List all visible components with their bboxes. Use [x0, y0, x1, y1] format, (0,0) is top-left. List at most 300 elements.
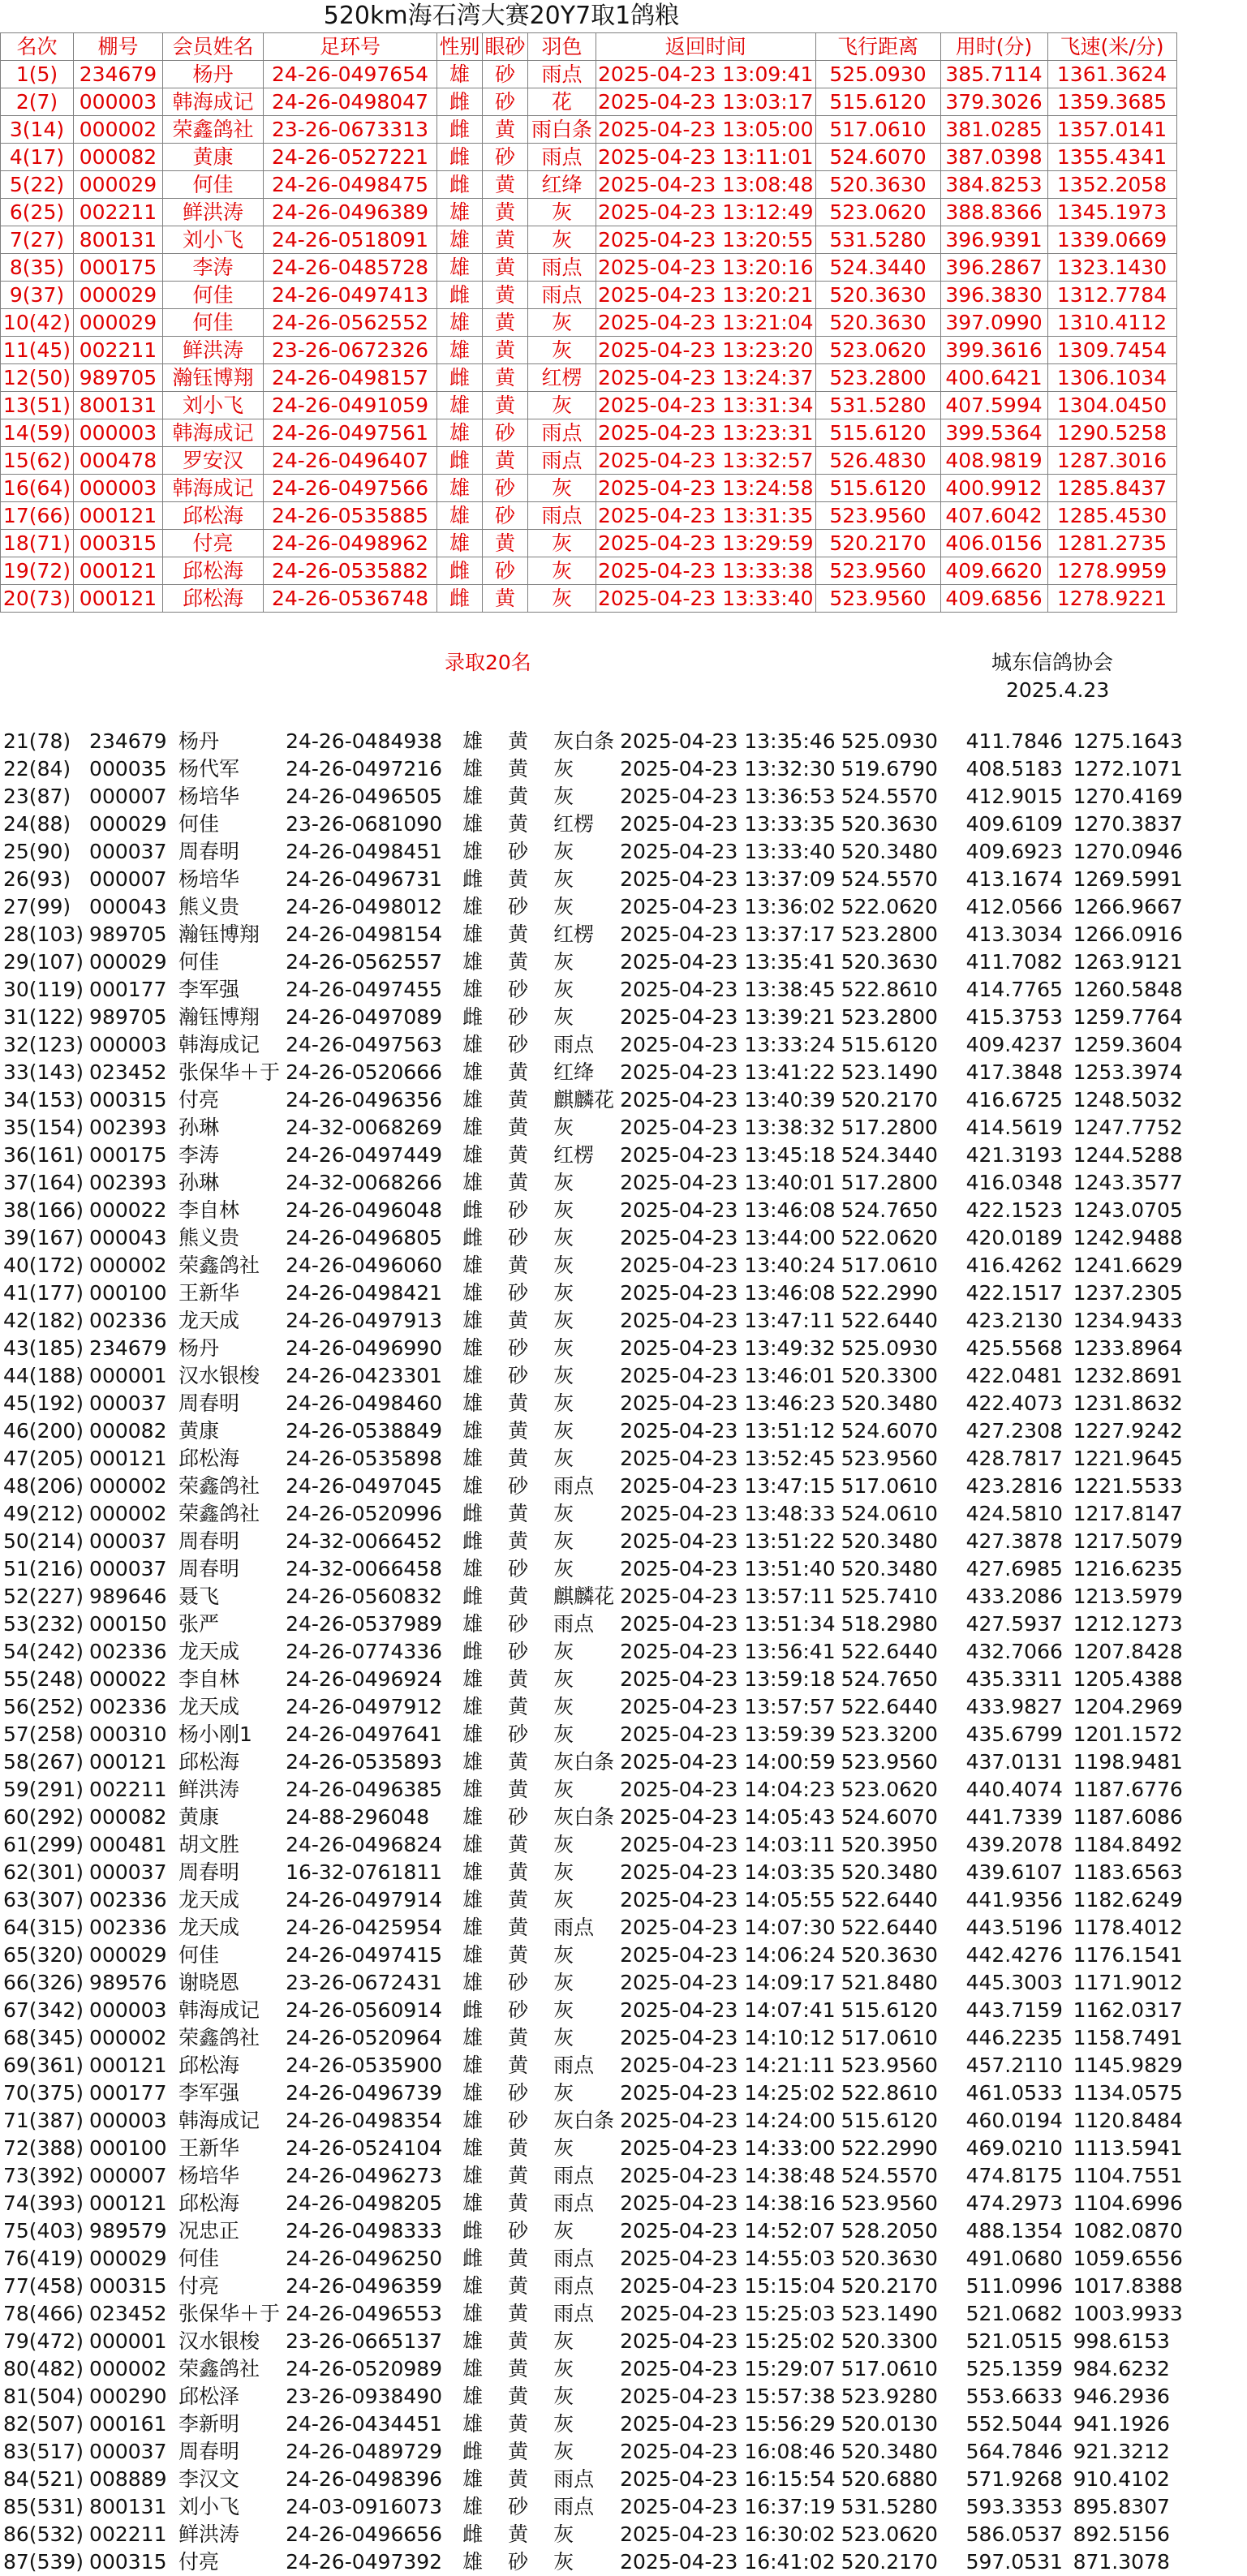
cell-eye: 黄	[483, 392, 528, 419]
cell-distance: 523.9560	[815, 502, 940, 530]
cell-time-used: 409.6109	[962, 811, 1069, 838]
cell-eye: 砂	[501, 2493, 547, 2521]
cell-rank: 67(342)	[3, 1998, 84, 2022]
cell-loft-number: 000037	[86, 1859, 175, 1886]
cell-rank: 79(472)	[3, 2329, 84, 2353]
cell-feather: 灰	[547, 948, 617, 976]
cell-ring-number: 24-26-0498012	[282, 893, 456, 921]
cell-ring-number: 24-03-0916073	[282, 2493, 456, 2521]
cell-return-time: 2025-04-23 13:20:21	[596, 282, 816, 309]
cell-return-time: 2025-04-23 13:35:41	[617, 948, 838, 976]
cell-loft-number: 000029	[86, 811, 175, 838]
cell-speed: 1272.1071	[1069, 755, 1198, 783]
cell-return-time: 2025-04-23 13:33:24	[617, 1031, 838, 1059]
cell-speed: 1242.9488	[1069, 1224, 1198, 1252]
cell-eye: 黄	[501, 2190, 547, 2217]
cell-time-used: 571.9268	[962, 2466, 1069, 2493]
cell-rank: 1(5)	[1, 61, 74, 88]
cell-eye: 黄	[501, 1748, 547, 1776]
cell-return-time: 2025-04-23 13:47:15	[617, 1473, 838, 1500]
cell-loft-number: 000082	[86, 1417, 175, 1445]
cell-distance: 523.0620	[815, 199, 940, 226]
cell-feather: 灰	[547, 866, 617, 893]
cell-feather: 雨点	[528, 61, 596, 88]
cell-member-name: 李新明	[175, 2410, 282, 2438]
table-row	[0, 1969, 1198, 1997]
cell-ring-number: 24-26-0496359	[282, 2273, 456, 2300]
cell-distance: 523.2800	[837, 1004, 962, 1031]
top-results-table	[0, 32, 1177, 613]
cell-member-name: 熊义贵	[175, 893, 282, 921]
cell-return-time: 2025-04-23 13:33:40	[617, 838, 838, 866]
cell-eye: 黄	[501, 1528, 547, 1555]
cell-rank: 16(64)	[1, 475, 74, 502]
cell-distance: 525.0930	[837, 1335, 962, 1362]
cell-loft-number: 000175	[86, 1142, 175, 1169]
cell-distance: 522.6440	[837, 1693, 962, 1721]
cell-feather: 红楞	[528, 364, 596, 392]
cell-eye: 黄	[501, 921, 547, 948]
cell-rank: 23(87)	[3, 785, 71, 808]
cell-rank: 53(232)	[3, 1612, 84, 1636]
cell-distance: 526.4830	[815, 447, 940, 475]
cell-member-name: 李自林	[175, 1197, 282, 1224]
cell-return-time: 2025-04-23 13:52:45	[617, 1445, 838, 1473]
cell-return-time: 2025-04-23 13:05:00	[596, 116, 816, 144]
cell-rank: 38(166)	[3, 1198, 84, 1222]
cell-rank: 86(532)	[3, 2522, 84, 2546]
cell-time-used: 399.3616	[940, 337, 1047, 364]
cell-loft-number: 000481	[86, 1831, 175, 1859]
cell-speed: 1178.4012	[1069, 1914, 1198, 1942]
cell-time-used: 396.3830	[940, 282, 1047, 309]
cell-member-name: 韩海成记	[175, 2107, 282, 2135]
cell-distance: 522.6440	[837, 1914, 962, 1942]
cell-return-time: 2025-04-23 13:23:31	[596, 419, 816, 447]
cell-loft-number: 000177	[86, 976, 175, 1004]
cell-time-used: 443.7159	[962, 1997, 1069, 2024]
cell-distance: 523.9560	[837, 1445, 962, 1473]
cell-loft-number: 000007	[86, 783, 175, 811]
cell-time-used: 422.0481	[962, 1362, 1069, 1390]
cell-distance: 520.3480	[837, 1528, 962, 1555]
cell-time-used: 437.0131	[962, 1748, 1069, 1776]
cell-rank: 37(164)	[3, 1171, 84, 1194]
cell-distance: 524.6070	[837, 1804, 962, 1831]
cell-member-name: 黄康	[163, 144, 264, 171]
cell-loft-number: 000029	[86, 2245, 175, 2273]
cell-speed: 1176.1541	[1069, 1942, 1198, 1969]
cell-feather: 雨点	[547, 2273, 617, 2300]
cell-return-time: 2025-04-23 13:41:22	[617, 1059, 838, 1086]
cell-eye: 黄	[501, 2024, 547, 2052]
cell-sex: 雄	[456, 1086, 501, 1114]
cell-ring-number: 24-26-0423301	[282, 1362, 456, 1390]
cell-eye: 黄	[501, 866, 547, 893]
cell-return-time: 2025-04-23 13:36:53	[617, 783, 838, 811]
cell-return-time: 2025-04-23 13:23:20	[596, 337, 816, 364]
cell-member-name: 荣鑫鸽社	[163, 116, 264, 144]
cell-feather: 灰	[547, 1886, 617, 1914]
cell-loft-number: 002336	[86, 1638, 175, 1666]
cell-ring-number: 24-26-0562552	[264, 309, 437, 337]
cell-sex: 雄	[456, 2300, 501, 2328]
cell-time-used: 399.5364	[940, 419, 1047, 447]
cell-speed: 1306.1034	[1047, 364, 1176, 392]
cell-loft-number: 000003	[86, 1997, 175, 2024]
cell-member-name: 杨丹	[175, 728, 282, 755]
cell-ring-number: 24-26-0496389	[264, 199, 437, 226]
cell-loft-number: 000161	[86, 2410, 175, 2438]
cell-rank: 49(212)	[3, 1502, 84, 1525]
cell-distance: 517.0610	[815, 116, 940, 144]
cell-return-time: 2025-04-23 15:29:07	[617, 2355, 838, 2383]
cell-rank: 85(531)	[3, 2495, 84, 2518]
cell-feather: 灰	[547, 1500, 617, 1528]
cell-time-used: 396.2867	[940, 254, 1047, 282]
cell-rank: 62(301)	[3, 1860, 84, 1884]
cell-loft-number: 989646	[86, 1583, 175, 1611]
cell-rank: 44(188)	[3, 1364, 84, 1387]
cell-sex: 雄	[456, 1776, 501, 1804]
cell-feather: 灰	[528, 392, 596, 419]
cell-distance: 515.6120	[837, 1031, 962, 1059]
cell-rank: 84(521)	[3, 2467, 84, 2491]
table-row	[0, 1390, 1198, 1417]
cell-eye: 黄	[501, 811, 547, 838]
cell-time-used: 439.2078	[962, 1831, 1069, 1859]
header-loft-number: 棚号	[74, 33, 163, 61]
cell-time-used: 564.7846	[962, 2438, 1069, 2466]
cell-feather: 灰	[547, 2521, 617, 2548]
cell-feather: 灰	[547, 1417, 617, 1445]
cell-eye: 黄	[501, 1390, 547, 1417]
cell-return-time: 2025-04-23 15:57:38	[617, 2383, 838, 2410]
cell-return-time: 2025-04-23 13:24:58	[596, 475, 816, 502]
cell-rank: 45(192)	[3, 1391, 84, 1415]
cell-return-time: 2025-04-23 13:12:49	[596, 199, 816, 226]
cell-eye: 砂	[501, 2217, 547, 2245]
cell-distance: 520.3630	[837, 811, 962, 838]
cell-ring-number: 24-26-0520989	[282, 2355, 456, 2383]
cell-return-time: 2025-04-23 13:57:11	[617, 1583, 838, 1611]
cell-speed: 1207.8428	[1069, 1638, 1198, 1666]
table-row	[0, 2521, 1198, 2548]
cell-eye: 砂	[501, 1997, 547, 2024]
cell-speed: 998.6153	[1069, 2328, 1198, 2355]
header-speed: 飞速(米/分)	[1047, 33, 1176, 61]
cell-ring-number: 24-26-0496824	[282, 1831, 456, 1859]
cell-ring-number: 24-26-0496060	[282, 1252, 456, 1279]
cell-speed: 1244.5288	[1069, 1142, 1198, 1169]
cell-feather: 灰	[547, 2024, 617, 2052]
cell-return-time: 2025-04-23 14:33:00	[617, 2135, 838, 2162]
cell-speed: 1233.8964	[1069, 1335, 1198, 1362]
cell-distance: 523.3200	[837, 1721, 962, 1748]
cell-speed: 1278.9959	[1047, 557, 1176, 585]
cell-time-used: 417.3848	[962, 1059, 1069, 1086]
cell-distance: 523.9560	[815, 557, 940, 585]
cell-distance: 522.6440	[837, 1638, 962, 1666]
cell-ring-number: 16-32-0761811	[282, 1859, 456, 1886]
cell-speed: 1253.3974	[1069, 1059, 1198, 1086]
cell-member-name: 龙天成	[175, 1914, 282, 1942]
table-row	[1, 199, 1177, 226]
cell-ring-number: 24-26-0425954	[282, 1914, 456, 1942]
cell-member-name: 刘小飞	[163, 226, 264, 254]
cell-return-time: 2025-04-23 13:48:33	[617, 1500, 838, 1528]
cell-rank: 40(172)	[3, 1254, 84, 1277]
cell-time-used: 425.5568	[962, 1335, 1069, 1362]
cell-return-time: 2025-04-23 13:46:08	[617, 1279, 838, 1307]
cell-speed: 1198.9481	[1069, 1748, 1198, 1776]
cell-feather: 灰	[547, 2438, 617, 2466]
cell-feather: 灰白条	[547, 1804, 617, 1831]
cell-loft-number: 800131	[74, 226, 163, 254]
cell-time-used: 441.9356	[962, 1886, 1069, 1914]
cell-speed: 1260.5848	[1069, 976, 1198, 1004]
table-row	[0, 1914, 1198, 1942]
cell-sex: 雄	[456, 1279, 501, 1307]
cell-loft-number: 000037	[86, 1555, 175, 1583]
cell-speed: 1275.1643	[1069, 728, 1198, 755]
cell-rank: 19(72)	[1, 557, 74, 585]
cell-ring-number: 24-26-0498047	[264, 88, 437, 116]
cell-ring-number: 24-26-0498205	[282, 2190, 456, 2217]
cell-sex: 雄	[456, 1721, 501, 1748]
cell-rank: 68(345)	[3, 2026, 84, 2049]
cell-speed: 1323.1430	[1047, 254, 1176, 282]
cell-member-name: 刘小飞	[163, 392, 264, 419]
cell-feather: 红绛	[528, 171, 596, 199]
cell-eye: 砂	[501, 2548, 547, 2576]
table-row	[0, 866, 1198, 893]
cell-speed: 1120.8484	[1069, 2107, 1198, 2135]
table-row	[1, 337, 1177, 364]
cell-ring-number: 24-26-0497089	[282, 1004, 456, 1031]
cell-sex: 雄	[437, 502, 483, 530]
cell-sex: 雌	[437, 88, 483, 116]
cell-member-name: 龙天成	[175, 1638, 282, 1666]
cell-rank: 57(258)	[3, 1722, 84, 1746]
cell-feather: 灰	[528, 337, 596, 364]
cell-time-used: 416.0348	[962, 1169, 1069, 1197]
cell-speed: 1310.4112	[1047, 309, 1176, 337]
cell-eye: 砂	[501, 1197, 547, 1224]
association-name: 城东信鸽协会	[991, 651, 1114, 674]
cell-time-used: 381.0285	[940, 116, 1047, 144]
cell-rank: 39(167)	[3, 1226, 84, 1249]
cell-eye: 砂	[501, 1555, 547, 1583]
table-row	[0, 1417, 1198, 1445]
cell-speed: 1104.7551	[1069, 2162, 1198, 2190]
table-row	[1, 557, 1177, 585]
cell-distance: 531.5280	[815, 392, 940, 419]
cell-sex: 雌	[437, 282, 483, 309]
cell-speed: 1234.9433	[1069, 1307, 1198, 1335]
cell-rank: 33(143)	[3, 1060, 84, 1084]
cell-sex: 雄	[456, 1611, 501, 1638]
cell-ring-number: 24-32-0066458	[282, 1555, 456, 1583]
cell-distance: 522.6440	[837, 1886, 962, 1914]
cell-ring-number: 24-26-0520666	[282, 1059, 456, 1086]
table-row	[1, 419, 1177, 447]
cell-distance: 524.5570	[837, 866, 962, 893]
cell-loft-number: 000007	[86, 866, 175, 893]
cell-rank: 35(154)	[3, 1116, 84, 1139]
cell-distance: 517.0610	[837, 2024, 962, 2052]
cell-feather: 雨点	[528, 254, 596, 282]
cell-return-time: 2025-04-23 13:46:01	[617, 1362, 838, 1390]
cell-return-time: 2025-04-23 13:38:45	[617, 976, 838, 1004]
cell-ring-number: 24-26-0497216	[282, 755, 456, 783]
cell-time-used: 416.6725	[962, 1086, 1069, 1114]
cell-distance: 517.0610	[837, 2355, 962, 2383]
cell-time-used: 407.6042	[940, 502, 1047, 530]
cell-eye: 黄	[483, 282, 528, 309]
report-date: 2025.4.23	[1006, 678, 1110, 702]
cell-return-time: 2025-04-23 15:25:02	[617, 2328, 838, 2355]
cell-rank: 24(88)	[3, 812, 71, 836]
table-row	[0, 2355, 1198, 2383]
cell-feather: 灰	[528, 199, 596, 226]
cell-time-used: 400.6421	[940, 364, 1047, 392]
cell-return-time: 2025-04-23 13:31:35	[596, 502, 816, 530]
cell-speed: 1182.6249	[1069, 1886, 1198, 1914]
cell-eye: 砂	[483, 144, 528, 171]
header-feather: 羽色	[528, 33, 596, 61]
cell-ring-number: 24-26-0484938	[282, 728, 456, 755]
cell-speed: 1113.5941	[1069, 2135, 1198, 2162]
cell-feather: 灰	[547, 2548, 617, 2576]
cell-rank: 80(482)	[3, 2357, 84, 2380]
cell-feather: 灰	[547, 1114, 617, 1142]
cell-sex: 雄	[456, 1555, 501, 1583]
cell-time-used: 474.2973	[962, 2190, 1069, 2217]
cell-speed: 1247.7752	[1069, 1114, 1198, 1142]
cell-sex: 雄	[437, 530, 483, 557]
cell-distance: 520.3630	[815, 282, 940, 309]
cell-member-name: 邱松海	[163, 585, 264, 613]
cell-speed: 1227.9242	[1069, 1417, 1198, 1445]
cell-speed: 1248.5032	[1069, 1086, 1198, 1114]
cell-distance: 520.3630	[837, 2245, 962, 2273]
cell-distance: 517.2800	[837, 1169, 962, 1197]
cell-loft-number: 002211	[74, 199, 163, 226]
cell-rank: 72(388)	[3, 2136, 84, 2160]
cell-ring-number: 24-26-0496739	[282, 2079, 456, 2107]
cell-time-used: 443.5196	[962, 1914, 1069, 1942]
cell-eye: 砂	[501, 893, 547, 921]
cell-eye: 黄	[501, 1142, 547, 1169]
table-row	[0, 1886, 1198, 1914]
table-row	[0, 2245, 1198, 2273]
cell-speed: 871.3078	[1069, 2548, 1198, 2576]
cell-eye: 黄	[483, 116, 528, 144]
cell-time-used: 491.0680	[962, 2245, 1069, 2273]
cell-member-name: 荣鑫鸽社	[175, 1500, 282, 1528]
cell-distance: 522.6440	[837, 1307, 962, 1335]
cell-rank: 8(35)	[1, 254, 74, 282]
cell-distance: 523.0620	[837, 1776, 962, 1804]
cell-distance: 520.2170	[837, 1086, 962, 1114]
cell-sex: 雄	[456, 1114, 501, 1142]
table-row	[0, 948, 1198, 976]
cell-member-name: 荣鑫鸽社	[175, 2024, 282, 2052]
table-row	[0, 1445, 1198, 1473]
cell-distance: 524.7650	[837, 1197, 962, 1224]
cell-distance: 515.6120	[837, 2107, 962, 2135]
cell-ring-number: 24-26-0497914	[282, 1886, 456, 1914]
cell-member-name: 邱松海	[163, 557, 264, 585]
cell-eye: 黄	[501, 1445, 547, 1473]
cell-eye: 黄	[501, 1831, 547, 1859]
cell-time-used: 411.7846	[962, 728, 1069, 755]
cell-time-used: 424.5810	[962, 1500, 1069, 1528]
cell-eye: 砂	[483, 419, 528, 447]
cell-rank: 52(227)	[3, 1585, 84, 1608]
table-row	[0, 1252, 1198, 1279]
cell-member-name: 何佳	[175, 948, 282, 976]
cell-feather: 灰	[547, 1445, 617, 1473]
cell-time-used: 420.0189	[962, 1224, 1069, 1252]
cell-return-time: 2025-04-23 13:59:18	[617, 1666, 838, 1693]
cell-time-used: 384.8253	[940, 171, 1047, 199]
cell-time-used: 461.0533	[962, 2079, 1069, 2107]
cell-loft-number: 000022	[86, 1666, 175, 1693]
cell-speed: 1104.6996	[1069, 2190, 1198, 2217]
cell-sex: 雄	[437, 254, 483, 282]
cell-distance: 520.3480	[837, 1555, 962, 1583]
cell-sex: 雌	[456, 1997, 501, 2024]
cell-eye: 砂	[501, 838, 547, 866]
cell-return-time: 2025-04-23 14:09:17	[617, 1969, 838, 1997]
cell-eye: 黄	[501, 1500, 547, 1528]
cell-ring-number: 23-26-0672326	[264, 337, 437, 364]
cell-member-name: 杨丹	[175, 1335, 282, 1362]
cell-time-used: 415.3753	[962, 1004, 1069, 1031]
cell-rank: 66(326)	[3, 1971, 84, 1994]
table-row	[0, 1997, 1198, 2024]
cell-rank: 76(419)	[3, 2247, 84, 2270]
cell-feather: 灰	[547, 1528, 617, 1555]
cell-ring-number: 24-26-0498421	[282, 1279, 456, 1307]
cell-return-time: 2025-04-23 13:36:02	[617, 893, 838, 921]
cell-time-used: 552.5044	[962, 2410, 1069, 2438]
table-row	[0, 1693, 1198, 1721]
cell-distance: 525.7410	[837, 1583, 962, 1611]
cell-sex: 雄	[456, 1886, 501, 1914]
cell-speed: 910.4102	[1069, 2466, 1198, 2493]
cell-member-name: 汉水银梭	[175, 2328, 282, 2355]
cell-feather: 红绛	[547, 1059, 617, 1086]
cell-feather: 灰	[547, 1721, 617, 1748]
cell-speed: 1082.0870	[1069, 2217, 1198, 2245]
cell-member-name: 韩海成记	[163, 475, 264, 502]
cell-eye: 黄	[501, 2521, 547, 2548]
cell-member-name: 龙天成	[175, 1886, 282, 1914]
cell-loft-number: 000002	[86, 1252, 175, 1279]
cell-distance: 523.9560	[837, 2190, 962, 2217]
table-row	[0, 811, 1198, 838]
cell-loft-number: 000029	[74, 171, 163, 199]
cell-member-name: 何佳	[175, 1942, 282, 1969]
cell-speed: 1241.6629	[1069, 1252, 1198, 1279]
cell-speed: 1231.8632	[1069, 1390, 1198, 1417]
cell-rank: 25(90)	[3, 840, 71, 863]
cell-speed: 1171.9012	[1069, 1969, 1198, 1997]
cell-ring-number: 24-26-0518091	[264, 226, 437, 254]
